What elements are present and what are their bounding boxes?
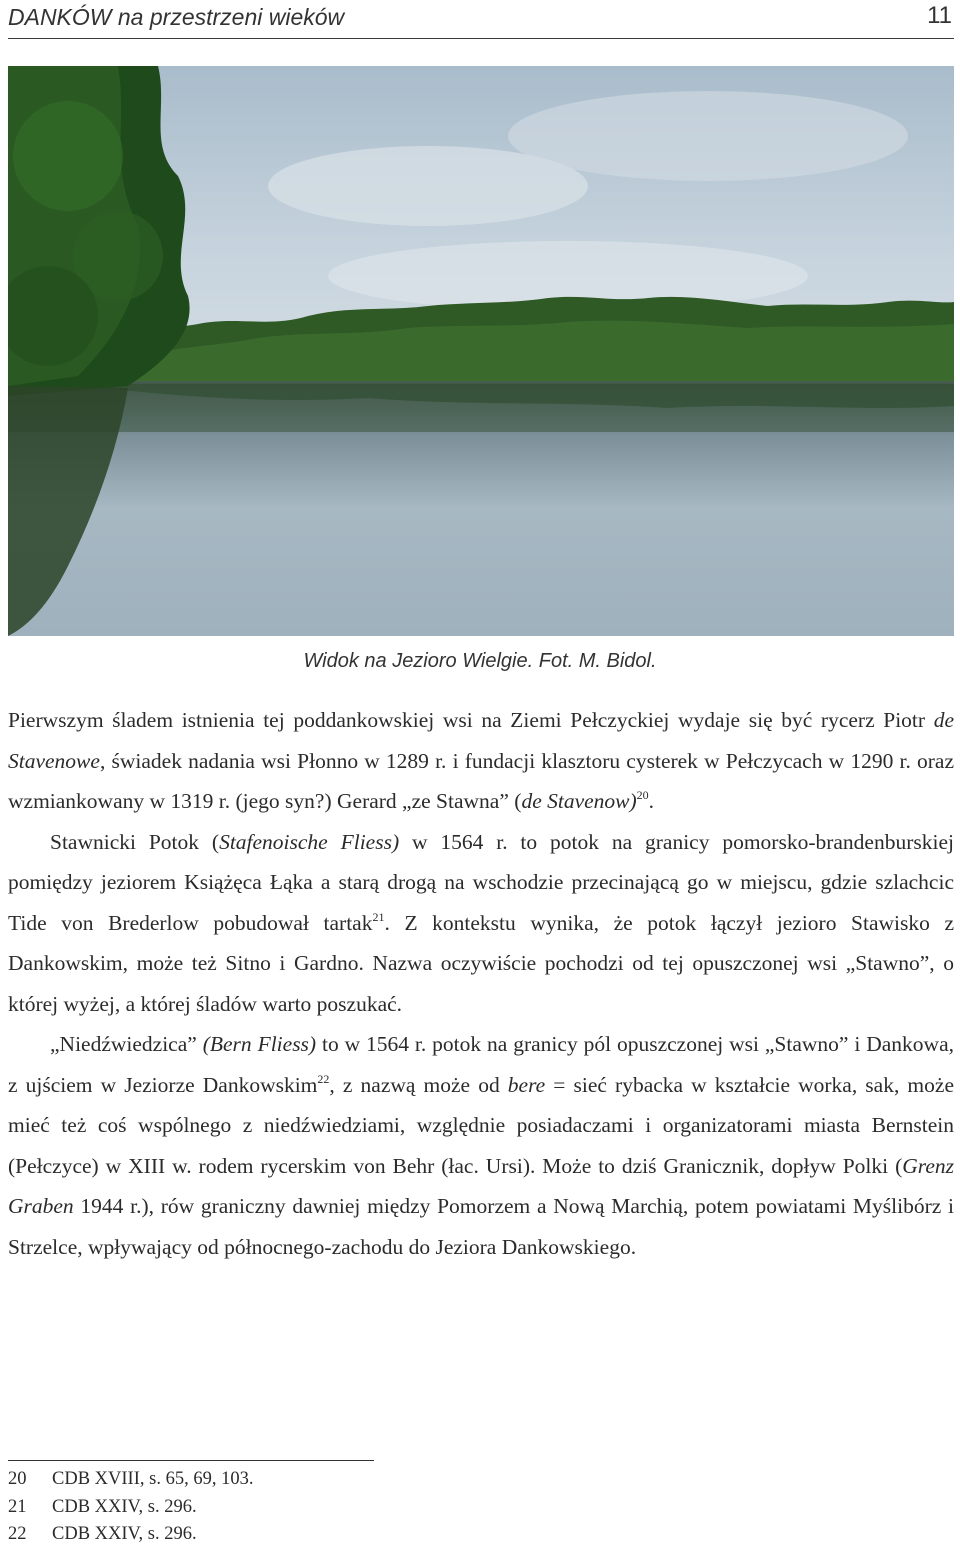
italic-run: (Bern Fliess): [202, 1032, 317, 1056]
text-run: .: [648, 789, 655, 813]
footnotes: [8, 1466, 608, 1549]
text-run: = sieć rybacka w kształcie worka, sak, może mieć też coś wspólnego z niedźwiedziami, względnie posiadaczami i organizatorami miasta Bernstein (Pełczyce) w XIII w. rodem rycerskim von Behr (łac. Ursi). Może to dziś Granicznik, dopływ Polki (: [8, 1072, 954, 1178]
running-header: [8, 0, 954, 39]
paragraph-3: [8, 1024, 954, 1267]
italic-run: Stafenoische Fliess): [219, 829, 400, 854]
footnote-number: 21: [8, 1496, 27, 1517]
italic-run: de Stavenow): [521, 789, 637, 813]
footnote-22: [8, 1521, 608, 1549]
footnote-ref[interactable]: 20: [636, 788, 649, 802]
text-run: 1944 r.), rów graniczny dawniej między Pomorzem a Nową Marchią, potem powiatami Myślibórz i Strzelce, wpływający od północnego-zachodu do Jeziora Dankowskiego.: [8, 1194, 954, 1259]
text-run: . Z kontekstu wynika, że potok łączył jezioro Stawisko z Dankowskim, może też Sitno i Gardno. Nazwa oczywiście pochodzi od tej opuszczonej wsi „Stawno”, o której wyżej, a której śladów warto poszukać.: [8, 910, 955, 1016]
footnote-ref[interactable]: 22: [317, 1071, 330, 1086]
text-run: , z nazwą może od: [329, 1072, 508, 1097]
photo-caption: Widok na Jezioro Wielgie. Fot. M. Bidol.: [303, 650, 657, 672]
body-text: [8, 700, 954, 1267]
header-title: DANKÓW na przestrzeni wieków: [8, 4, 345, 30]
footnote-divider: [8, 1460, 374, 1461]
footnote-text: CDB XXIV, s. 296.: [52, 1524, 197, 1544]
text-run: to w 1564 r. potok na granicy pól opuszczonej wsi „Stawno” i Dankowa, z ujściem w Jeziorze Dankowskim: [8, 1032, 954, 1097]
text-run: „Niedźwiedzica”: [50, 1032, 203, 1056]
footnote-number: 20: [8, 1469, 27, 1489]
text-run: w 1564 r. to potok na granicy pomorsko-brandenburskiej pomiędzy jeziorem Książęca Łąka a starą drogą na wschodzie przecinającą go w miejscu, gdzie szlachcic Tide von Brederlow pobudował tartak: [8, 829, 954, 935]
footnote-text: CDB XXIV, s. 296.: [52, 1496, 197, 1517]
footnote-21: [8, 1494, 608, 1522]
footnote-20: [8, 1466, 608, 1494]
footnote-text: CDB XVIII, s. 65, 69, 103.: [52, 1469, 254, 1489]
paragraph-1: [8, 700, 954, 822]
text-run: Stawnicki Potok (: [50, 829, 220, 854]
footnote-number: 22: [8, 1524, 27, 1544]
italic-run: Grenz Graben: [8, 1153, 954, 1218]
lake-photo: [8, 66, 954, 636]
paragraph-2: [8, 822, 954, 1025]
page-number: 11: [927, 2, 952, 29]
footnote-ref[interactable]: 21: [372, 909, 385, 924]
text-run: Pierwszym śladem istnienia tej poddankowskiej wsi na Ziemi Pełczyckiej wydaje się być rycerz Piotr: [8, 708, 934, 732]
lake-landscape-photo: [8, 66, 954, 636]
italic-run: de Stavenowe: [8, 708, 954, 773]
italic-run: bere: [507, 1072, 546, 1097]
text-run: , świadek nadania wsi Płonno w 1289 r. i fundacji klasztoru cysterek w Pełczycach w 1290 r. oraz wzmiankowany w 1319 r. (jego syn?) Gerard „ze Stawna” (: [8, 748, 954, 813]
